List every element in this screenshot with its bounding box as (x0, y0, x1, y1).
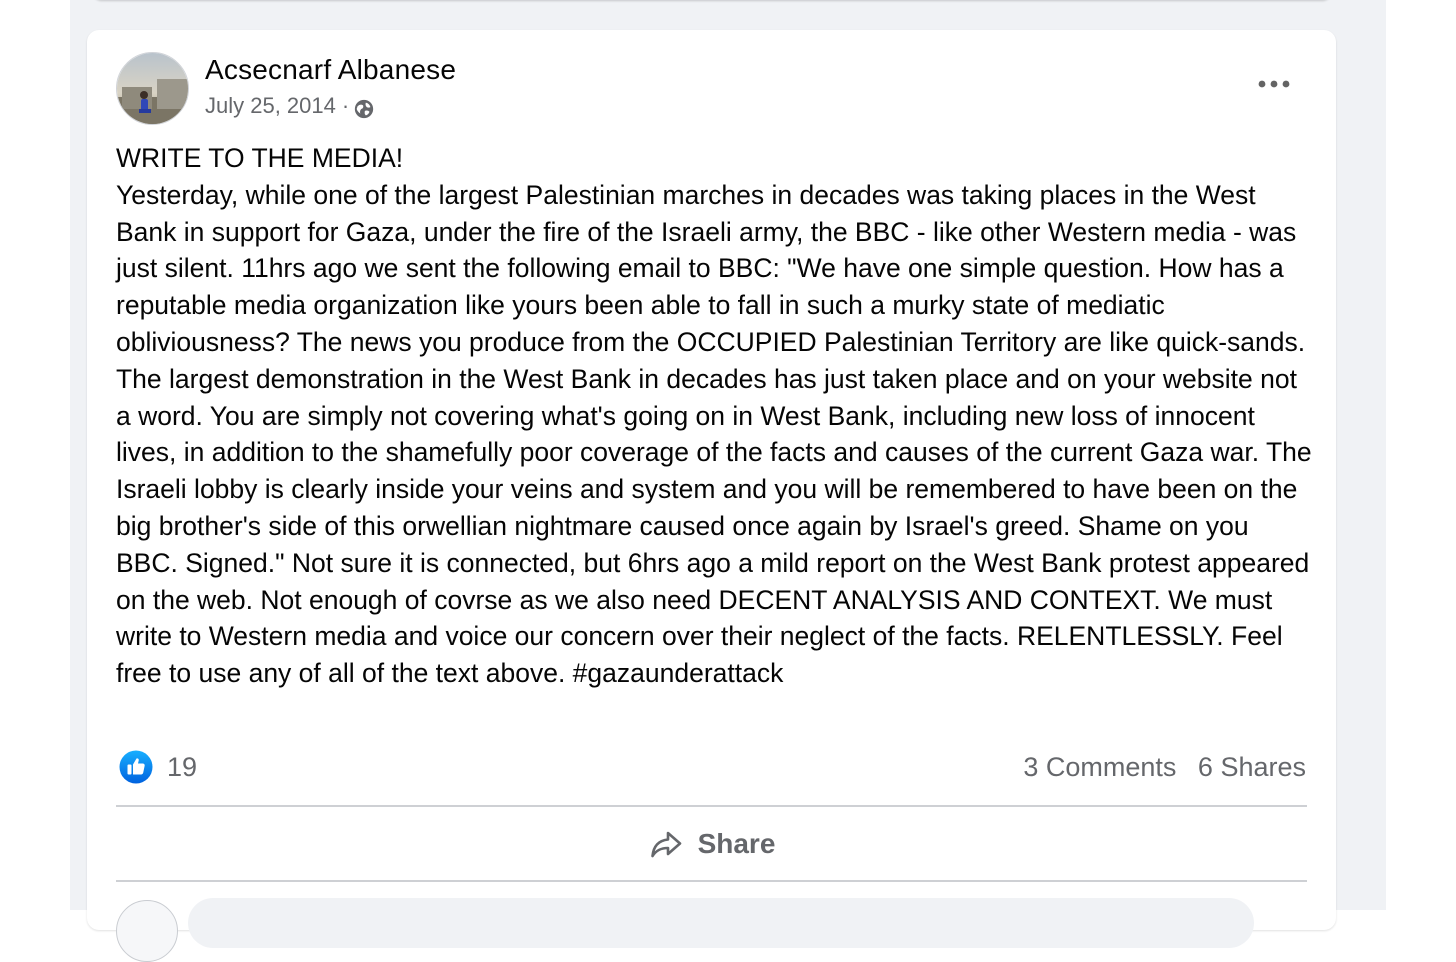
author-name[interactable]: Acsecnarf Albanese (205, 54, 457, 85)
share-button[interactable] (116, 808, 1307, 880)
share-arrow-icon (648, 826, 684, 862)
avatar-photo (117, 53, 189, 125)
stats-divider (116, 805, 1307, 807)
engagement-stats (1023, 750, 1306, 784)
author-avatar[interactable] (116, 52, 189, 125)
comments-count[interactable]: 3 Comments (1023, 752, 1177, 782)
post-body: Yesterday, while one of the largest Palestinian marches in decades was taking places in the West Bank in support for Gaza, under the fire of the Israeli army, the BBC - like other Western media - was just silent. 11hrs ago we sent the following email to BBC: "We have one simple question. How has a reputable media organization like yours been able to fall in such a murky state of mediatic obliviousness? The news you produce from the OCCUPIED Palestinian Territory are like quick-sands. The largest demonstration in the West Bank in decades has just taken place and on your website not a word. You are simply not covering what's going on in West Bank, including new loss of innocent lives, in addition to the shamefully poor coverage of the facts and causes of the current Gaza war. The Israeli lobby is clearly inside your veins and system and you will be remembered to have been on the big brother's side of this orwellian nightmare caused once again by Israel's greed. Shame on you BBC. Signed." Not sure it is connected, but 6hrs ago a mild report on the West Bank protest appeared on the web. Not enough of covrse as we also need DECENT ANALYSIS AND CONTEXT. We must write to Western media and voice our concern over their neglect of the facts. RELENTLESSLY. Feel free to use any of all of the text above. #gazaunderattack (116, 179, 1312, 689)
meta-separator: · (341, 93, 350, 118)
reaction-count[interactable]: 19 (167, 752, 198, 782)
share-label: Share (697, 828, 776, 859)
more-options-button[interactable] (1254, 70, 1294, 98)
shares-count[interactable]: 6 Shares (1197, 752, 1306, 782)
post-text (116, 140, 1316, 692)
comment-input[interactable] (188, 898, 1254, 948)
globe-icon[interactable] (353, 98, 375, 120)
post-headline: WRITE TO THE MEDIA! (116, 143, 404, 173)
more-options-icon (1258, 80, 1290, 88)
post-date[interactable]: July 25, 2014 (205, 93, 336, 118)
post-meta (205, 92, 375, 120)
actions-divider (116, 880, 1307, 882)
like-icon[interactable] (119, 750, 153, 784)
commenter-avatar (116, 900, 178, 962)
